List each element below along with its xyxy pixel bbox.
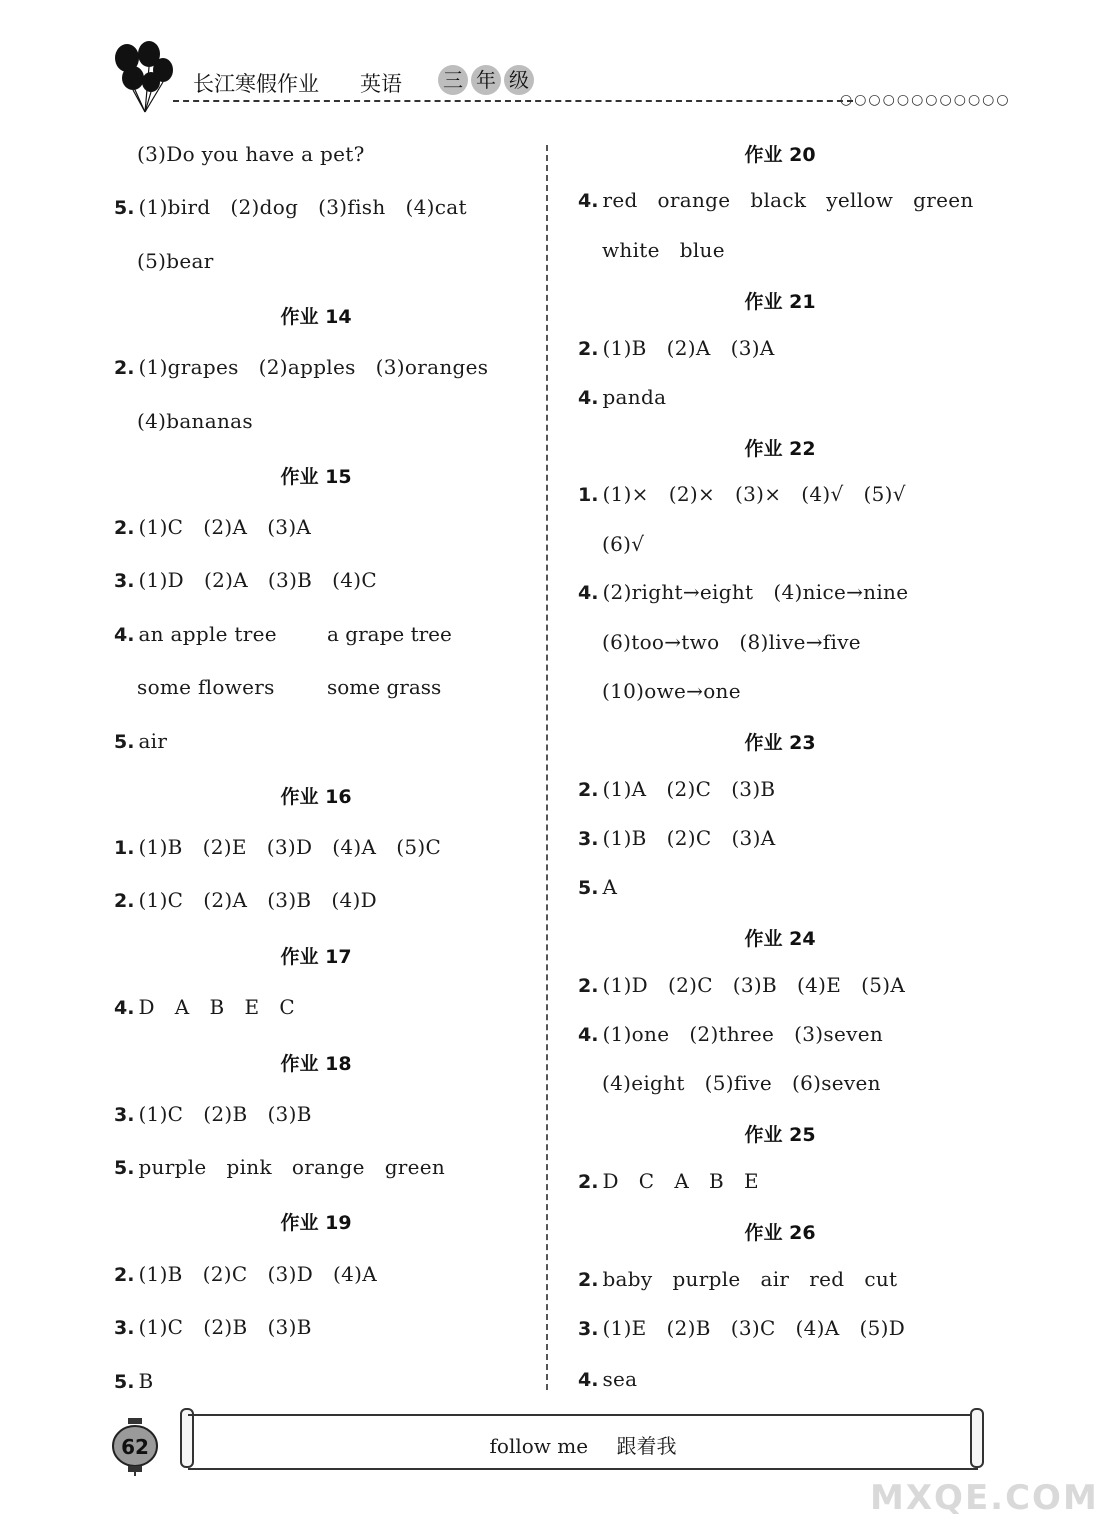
answer-line <box>578 777 775 801</box>
answer-text: (1)B (2)C (3)A <box>602 826 776 850</box>
section-heading: 作业 19 <box>280 1212 352 1234</box>
answer-text: A <box>602 875 618 899</box>
section-heading: 作业 25 <box>744 1124 816 1146</box>
answer-line <box>114 1369 153 1393</box>
answer-text: (6)too→two (8)live→five <box>602 630 861 654</box>
scroll-right-end <box>970 1408 984 1468</box>
answer-text: a grape tree <box>327 622 452 646</box>
subject-label: 英语 <box>360 72 402 96</box>
answer-text: red orange black yellow green <box>602 188 974 212</box>
answer-line <box>114 835 441 859</box>
answer-line <box>578 482 906 506</box>
answer-text: B <box>138 1369 154 1393</box>
question-number: 2. <box>578 779 599 801</box>
question-number: 3. <box>114 1317 135 1339</box>
question-number: 2. <box>578 1171 599 1193</box>
balloons-icon <box>105 40 185 115</box>
answer-text: (4)bananas <box>137 409 253 433</box>
question-number: 4. <box>114 624 135 646</box>
answer-text: (4)eight (5)five (6)seven <box>602 1071 881 1095</box>
answer-line <box>114 622 277 646</box>
header-divider <box>173 100 853 102</box>
question-number: 2. <box>114 1264 135 1286</box>
answer-line <box>602 1071 881 1095</box>
section-heading: 作业 23 <box>744 732 816 754</box>
answer-text: (1)B (2)A (3)A <box>602 336 775 360</box>
grade-char: 级 <box>504 65 534 95</box>
answer-text: air <box>138 729 168 753</box>
page-number: 62 <box>121 1435 149 1459</box>
question-number: 4. <box>578 190 599 212</box>
question-number: 4. <box>114 997 135 1019</box>
section-heading: 作业 21 <box>744 291 816 313</box>
footer-text-cn: 跟着我 <box>616 1434 677 1458</box>
question-number: 4. <box>578 582 599 604</box>
question-number: 5. <box>114 1371 135 1393</box>
question-number: 3. <box>578 828 599 850</box>
question-number: 5. <box>578 877 599 899</box>
answer-line <box>602 679 741 703</box>
question-number: 5. <box>114 197 135 219</box>
answer-line <box>114 995 295 1019</box>
answer-text: D A B E C <box>138 995 295 1019</box>
question-number: 2. <box>114 357 135 379</box>
answer-line <box>114 1155 445 1179</box>
answer-text: (1)C (2)A (3)B (4)D <box>138 888 377 912</box>
answer-text: some flowers <box>137 675 275 699</box>
question-number: 4. <box>578 1024 599 1046</box>
answer-line <box>578 826 775 850</box>
grade-badge <box>438 65 534 95</box>
answer-text: baby purple air red cut <box>602 1267 898 1291</box>
answer-text: (3)Do you have a pet? <box>137 142 365 166</box>
section-heading: 作业 20 <box>744 144 816 166</box>
answer-line <box>578 1267 897 1291</box>
answer-text: (1)C (2)A (3)A <box>138 515 312 539</box>
question-number: 4. <box>578 1369 599 1391</box>
page-footer <box>110 1408 990 1478</box>
question-number: 4. <box>578 387 599 409</box>
answer-text: panda <box>602 385 667 409</box>
answer-text: (10)owe→one <box>602 679 741 703</box>
answer-text: some grass <box>327 675 442 699</box>
question-number: 2. <box>578 338 599 360</box>
answer-line <box>114 1315 312 1339</box>
question-number: 2. <box>578 975 599 997</box>
answer-line <box>114 1102 312 1126</box>
answer-line <box>137 409 253 433</box>
footer-scroll <box>188 1414 978 1470</box>
answer-line <box>137 249 214 273</box>
footer-text-en: follow me <box>489 1434 589 1458</box>
answer-text: purple pink orange green <box>138 1155 446 1179</box>
answer-text: an apple tree <box>138 622 277 646</box>
section-heading: 作业 16 <box>280 786 352 808</box>
answer-text: (1)grapes (2)apples (3)oranges <box>138 355 489 379</box>
answer-line <box>578 1316 905 1340</box>
answer-text: white blue <box>602 238 725 262</box>
answer-line <box>578 1367 637 1391</box>
answer-text: (1)E (2)B (3)C (4)A (5)D <box>602 1316 906 1340</box>
answer-text: (1)D (2)A (3)B (4)C <box>138 568 377 592</box>
answer-text: (6)√ <box>602 532 645 556</box>
answer-line <box>114 1262 377 1286</box>
answer-text: (5)bear <box>137 249 214 273</box>
answer-line <box>137 675 275 699</box>
question-number: 2. <box>578 1269 599 1291</box>
section-heading: 作业 24 <box>744 928 816 950</box>
answer-line <box>578 336 775 360</box>
lantern-icon <box>110 1418 160 1476</box>
grade-char: 年 <box>471 65 501 95</box>
book-title: 长江寒假作业 <box>193 72 319 96</box>
answer-line <box>137 142 365 166</box>
answer-text: (1)A (2)C (3)B <box>602 777 776 801</box>
answer-line <box>578 973 905 997</box>
answer-line <box>114 355 488 379</box>
answer-line <box>114 195 467 219</box>
question-number: 2. <box>114 517 135 539</box>
question-number: 2. <box>114 890 135 912</box>
section-heading: 作业 18 <box>280 1053 352 1075</box>
grade-char: 三 <box>438 65 468 95</box>
answer-line <box>114 515 311 539</box>
answer-line <box>114 729 167 753</box>
section-heading: 作业 22 <box>744 438 816 460</box>
answer-line <box>602 630 861 654</box>
answer-text: (1)× (2)× (3)× (4)√ (5)√ <box>602 482 906 506</box>
column-divider <box>546 145 548 1390</box>
answer-text: (1)D (2)C (3)B (4)E (5)A <box>602 973 906 997</box>
answer-text: (1)B (2)E (3)D (4)A (5)C <box>138 835 442 859</box>
answer-text: sea <box>602 1367 638 1391</box>
question-number: 1. <box>114 837 135 859</box>
answer-line <box>578 875 617 899</box>
page-header <box>105 40 1011 115</box>
answer-line <box>578 1169 759 1193</box>
answer-text: (1)C (2)B (3)B <box>138 1315 312 1339</box>
answer-line <box>114 568 377 592</box>
section-heading: 作业 17 <box>280 946 352 968</box>
question-number: 5. <box>114 1157 135 1179</box>
section-heading: 作业 14 <box>280 306 352 328</box>
answer-line <box>578 1022 883 1046</box>
question-number: 1. <box>578 484 599 506</box>
answer-line <box>578 385 666 409</box>
answer-line <box>602 238 725 262</box>
question-number: 3. <box>578 1318 599 1340</box>
answer-line <box>578 188 974 212</box>
answer-text: (2)right→eight (4)nice→nine <box>602 580 909 604</box>
answer-text: (1)one (2)three (3)seven <box>602 1022 884 1046</box>
section-heading: 作业 15 <box>280 466 352 488</box>
question-number: 3. <box>114 570 135 592</box>
answer-text: (1)B (2)C (3)D (4)A <box>138 1262 377 1286</box>
header-dots: ○○○○○○○○○○○○ <box>840 92 1011 108</box>
answer-line <box>114 888 377 912</box>
answer-text: (1)bird (2)dog (3)fish (4)cat <box>138 195 467 219</box>
answer-text: D C A B E <box>602 1169 759 1193</box>
answer-line <box>578 580 908 604</box>
question-number: 3. <box>114 1104 135 1126</box>
watermark: MXQE.COM <box>870 1478 1099 1518</box>
answer-text: (1)C (2)B (3)B <box>138 1102 312 1126</box>
answer-line <box>602 532 644 556</box>
question-number: 5. <box>114 731 135 753</box>
section-heading: 作业 26 <box>744 1222 816 1244</box>
